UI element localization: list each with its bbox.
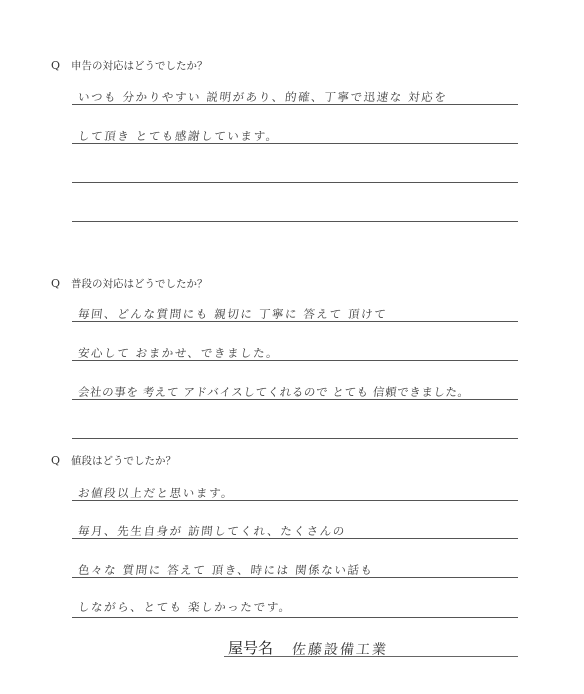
answer-2-rule-2 (72, 360, 518, 361)
answer-2-line-2: 安心して おまかせ、できました。 (77, 346, 281, 360)
answer-3-line-1: お値段以上だと思います。 (77, 486, 236, 500)
answer-3-line-4: しながら、とても 楽しかったです。 (77, 600, 293, 614)
question-1-text: 申告の対応はどうでしたか？ (71, 60, 208, 72)
answer-1-line-2: して頂き とても感謝しています。 (77, 129, 280, 143)
answer-2-line-1: 毎回、どんな質問にも 親切に 丁寧に 答えて 頂けて (77, 307, 388, 321)
shop-name-rule (224, 656, 518, 657)
answer-2-rule-3 (72, 399, 518, 400)
answer-1-rule-4 (72, 221, 518, 222)
question-3-text: 値段はどうでしたか？ (71, 455, 176, 467)
question-3 (51, 453, 176, 468)
answer-3-rule-1 (72, 500, 518, 501)
answer-2-line-3: 会社の事を 考えて アドバイスしてくれるので とても 信頼できました。 (77, 385, 471, 399)
answer-3-rule-3 (72, 577, 518, 578)
answer-3-line-2: 毎月、先生自身が 訪問してくれ、たくさんの (77, 524, 347, 538)
question-2-text: 普段の対応はどうでしたか？ (71, 278, 208, 290)
question-2 (51, 276, 208, 291)
answer-2-rule-4 (72, 438, 518, 439)
answer-1-rule-2 (72, 143, 518, 144)
answer-1-line-1: いつも 分かりやすい 説明があり、的確、丁寧で迅速な 対応を (77, 90, 449, 104)
question-3-marker: Q (51, 454, 61, 467)
shop-name-value: 佐藤設備工業 (291, 642, 389, 658)
answer-1-rule-1 (72, 104, 518, 105)
shop-name-label: 屋号名 (228, 639, 274, 657)
answer-1-rule-3 (72, 182, 518, 183)
answer-3-line-3: 色々な 質問に 答えて 頂き、時には 関係ない話も (77, 563, 375, 577)
answer-3-rule-4 (72, 617, 518, 618)
question-2-marker: Q (51, 277, 61, 290)
answer-2-rule-1 (72, 321, 518, 322)
question-1-marker: Q (51, 59, 61, 72)
answer-3-rule-2 (72, 538, 518, 539)
question-1 (51, 58, 208, 73)
